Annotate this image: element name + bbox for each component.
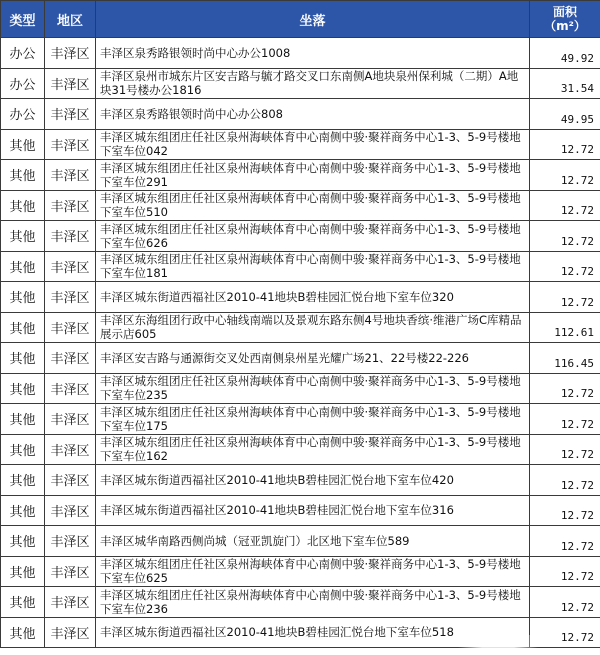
cell-area: 49.92 bbox=[530, 38, 600, 69]
cell-region: 丰泽区 bbox=[45, 38, 96, 69]
table-row bbox=[1, 465, 600, 496]
cell-location: 丰泽区城东组团庄任社区泉州海峡体育中心南侧中骏·聚祥商务中心1-3、5-9号楼地下室车位291 bbox=[96, 160, 530, 191]
table-row bbox=[1, 38, 600, 69]
cell-type: 其他 bbox=[1, 434, 45, 465]
cell-area: 12.72 bbox=[530, 587, 600, 618]
cell-region: 丰泽区 bbox=[45, 495, 96, 526]
cell-location: 丰泽区城东组团庄任社区泉州海峡体育中心南侧中骏·聚祥商务中心1-3、5-9号楼地下室车位236 bbox=[96, 587, 530, 618]
cell-location: 丰泽区安吉路与通源街交叉处西南侧泉州星光耀广场21、22号楼22-226 bbox=[96, 343, 530, 374]
cell-location: 丰泽区泉州市城东片区安吉路与毓才路交叉口东南侧A地块泉州保利城（二期）A地块31号楼办公1816 bbox=[96, 68, 530, 99]
cell-type: 其他 bbox=[1, 617, 45, 648]
cell-location: 丰泽区泉秀路银领时尚中心办公808 bbox=[96, 99, 530, 130]
cell-region: 丰泽区 bbox=[45, 190, 96, 221]
cell-region: 丰泽区 bbox=[45, 434, 96, 465]
cell-region: 丰泽区 bbox=[45, 129, 96, 160]
cell-location: 丰泽区城东组团庄任社区泉州海峡体育中心南侧中骏·聚祥商务中心1-3、5-9号楼地下室车位235 bbox=[96, 373, 530, 404]
cell-area: 12.72 bbox=[530, 556, 600, 587]
table-row bbox=[1, 68, 600, 99]
table-row bbox=[1, 129, 600, 160]
table-row bbox=[1, 190, 600, 221]
watermark bbox=[458, 635, 538, 651]
cell-area: 12.72 bbox=[530, 190, 600, 221]
cell-region: 丰泽区 bbox=[45, 282, 96, 313]
cell-area: 12.72 bbox=[530, 160, 600, 191]
table-row bbox=[1, 160, 600, 191]
cell-area: 12.72 bbox=[530, 526, 600, 557]
cell-type: 其他 bbox=[1, 312, 45, 343]
table-row bbox=[1, 312, 600, 343]
cell-type: 其他 bbox=[1, 587, 45, 618]
table-row bbox=[1, 556, 600, 587]
table-row bbox=[1, 434, 600, 465]
cell-area: 12.72 bbox=[530, 129, 600, 160]
table-row bbox=[1, 282, 600, 313]
cell-location: 丰泽区城东组团庄任社区泉州海峡体育中心南侧中骏·聚祥商务中心1-3、5-9号楼地下室车位625 bbox=[96, 556, 530, 587]
cell-type: 其他 bbox=[1, 160, 45, 191]
cell-location: 丰泽区城东组团庄任社区泉州海峡体育中心南侧中骏·聚祥商务中心1-3、5-9号楼地下室车位510 bbox=[96, 190, 530, 221]
cell-region: 丰泽区 bbox=[45, 373, 96, 404]
cell-location: 丰泽区城东组团庄任社区泉州海峡体育中心南侧中骏·聚祥商务中心1-3、5-9号楼地下室车位162 bbox=[96, 434, 530, 465]
table-row bbox=[1, 587, 600, 618]
table-row bbox=[1, 99, 600, 130]
cell-location: 丰泽区泉秀路银领时尚中心办公1008 bbox=[96, 38, 530, 69]
cell-region: 丰泽区 bbox=[45, 312, 96, 343]
cell-type: 其他 bbox=[1, 373, 45, 404]
cell-region: 丰泽区 bbox=[45, 617, 96, 648]
cell-region: 丰泽区 bbox=[45, 404, 96, 435]
cell-type: 其他 bbox=[1, 282, 45, 313]
cell-region: 丰泽区 bbox=[45, 99, 96, 130]
cell-location: 丰泽区东海组团行政中心轴线南端以及景观东路东侧4号地块香缤·维港广场C库精品展示店605 bbox=[96, 312, 530, 343]
table-row bbox=[1, 404, 600, 435]
header-type: 类型 bbox=[1, 1, 45, 38]
cell-type: 办公 bbox=[1, 68, 45, 99]
cell-area: 12.72 bbox=[530, 495, 600, 526]
cell-area: 12.72 bbox=[530, 251, 600, 282]
cell-type: 办公 bbox=[1, 99, 45, 130]
cell-location: 丰泽区城东组团庄任社区泉州海峡体育中心南侧中骏·聚祥商务中心1-3、5-9号楼地下室车位175 bbox=[96, 404, 530, 435]
cell-region: 丰泽区 bbox=[45, 465, 96, 496]
cell-region: 丰泽区 bbox=[45, 587, 96, 618]
cell-type: 其他 bbox=[1, 190, 45, 221]
cell-type: 其他 bbox=[1, 495, 45, 526]
cell-location: 丰泽区城东街道西福社区2010-41地块B碧桂园汇悦台地下室车位316 bbox=[96, 495, 530, 526]
cell-location: 丰泽区城东组团庄任社区泉州海峡体育中心南侧中骏·聚祥商务中心1-3、5-9号楼地下室车位181 bbox=[96, 251, 530, 282]
header-area: 面积 （m²） bbox=[530, 1, 600, 38]
table-row bbox=[1, 373, 600, 404]
table-row bbox=[1, 526, 600, 557]
cell-type: 其他 bbox=[1, 526, 45, 557]
cell-location: 丰泽区城东组团庄任社区泉州海峡体育中心南侧中骏·聚祥商务中心1-3、5-9号楼地下室车位042 bbox=[96, 129, 530, 160]
cell-type: 其他 bbox=[1, 343, 45, 374]
table-header bbox=[1, 1, 600, 38]
cell-region: 丰泽区 bbox=[45, 221, 96, 252]
cell-type: 其他 bbox=[1, 221, 45, 252]
cell-area: 12.72 bbox=[530, 617, 600, 648]
cell-area: 12.72 bbox=[530, 434, 600, 465]
cell-region: 丰泽区 bbox=[45, 343, 96, 374]
table-row bbox=[1, 221, 600, 252]
cell-area: 12.72 bbox=[530, 465, 600, 496]
cell-type: 其他 bbox=[1, 404, 45, 435]
header-region: 地区 bbox=[45, 1, 96, 38]
cell-area: 112.61 bbox=[530, 312, 600, 343]
header-location: 坐落 bbox=[96, 1, 530, 38]
cell-type: 其他 bbox=[1, 129, 45, 160]
cell-region: 丰泽区 bbox=[45, 556, 96, 587]
cell-type: 其他 bbox=[1, 251, 45, 282]
cell-location: 丰泽区城东街道西福社区2010-41地块B碧桂园汇悦台地下室车位420 bbox=[96, 465, 530, 496]
cell-location: 丰泽区城东街道西福社区2010-41地块B碧桂园汇悦台地下室车位320 bbox=[96, 282, 530, 313]
table-row bbox=[1, 343, 600, 374]
cell-type: 其他 bbox=[1, 556, 45, 587]
cell-area: 12.72 bbox=[530, 282, 600, 313]
cell-location: 丰泽区城东街道西福社区2010-41地块B碧桂园汇悦台地下室车位518 bbox=[96, 617, 530, 648]
table-row bbox=[1, 495, 600, 526]
cell-type: 其他 bbox=[1, 465, 45, 496]
cell-region: 丰泽区 bbox=[45, 251, 96, 282]
cell-area: 31.54 bbox=[530, 68, 600, 99]
cell-area: 49.95 bbox=[530, 99, 600, 130]
cell-location: 丰泽区城东组团庄任社区泉州海峡体育中心南侧中骏·聚祥商务中心1-3、5-9号楼地下室车位626 bbox=[96, 221, 530, 252]
cell-area: 12.72 bbox=[530, 221, 600, 252]
cell-region: 丰泽区 bbox=[45, 68, 96, 99]
cell-type: 办公 bbox=[1, 38, 45, 69]
cell-region: 丰泽区 bbox=[45, 160, 96, 191]
cell-area: 12.72 bbox=[530, 373, 600, 404]
cell-area: 116.45 bbox=[530, 343, 600, 374]
cell-area: 12.72 bbox=[530, 404, 600, 435]
cell-region: 丰泽区 bbox=[45, 526, 96, 557]
cell-location: 丰泽区城华南路西侧尚城（冠亚凯旋门）北区地下室车位589 bbox=[96, 526, 530, 557]
table-body bbox=[1, 38, 600, 648]
table-row bbox=[1, 251, 600, 282]
